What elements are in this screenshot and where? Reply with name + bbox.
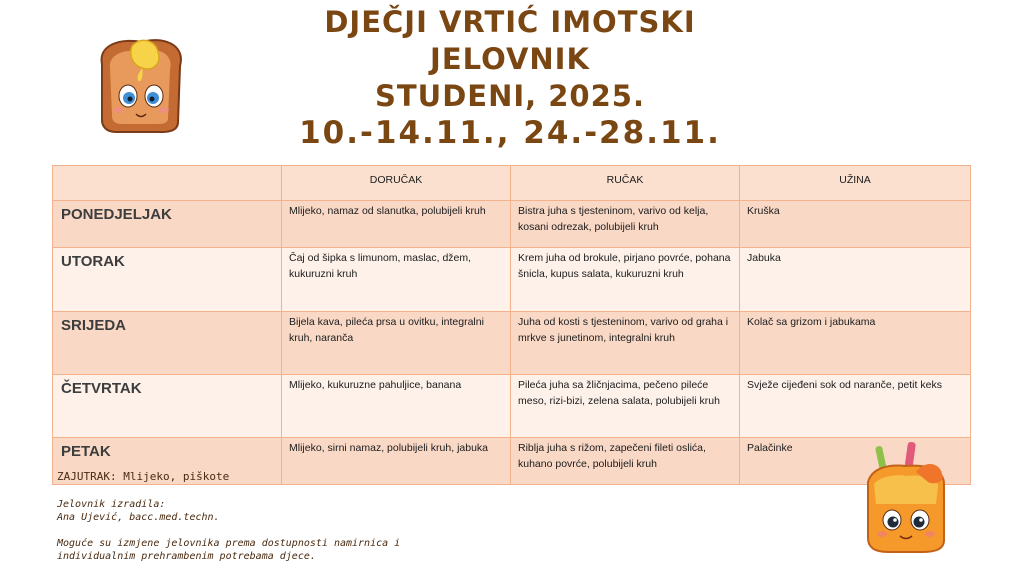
column-header-snack: UŽINA xyxy=(740,166,971,201)
breakfast-cell: Mlijeko, sirni namaz, polubijeli kruh, jabuka xyxy=(282,438,511,485)
menu-table xyxy=(52,165,971,485)
lunch-cell: Juha od kosti s tjesteninom, varivo od graha i mrkve s junetinom, integralni kruh xyxy=(511,312,740,375)
day-cell: PETAK xyxy=(53,438,282,485)
title-month: STUDENI, 2025. xyxy=(374,79,645,113)
day-cell: SRIJEDA xyxy=(53,312,282,375)
table-row xyxy=(53,375,971,438)
title-dates: 10.-14.11., 24.-28.11. xyxy=(299,115,721,151)
column-header-lunch: RUČAK xyxy=(511,166,740,201)
breakfast-cell: Mlijeko, kukuruzne pahuljice, banana xyxy=(282,375,511,438)
lunch-cell: Bistra juha s tjesteninom, varivo od kelja, kosani odrezak, polubijeli kruh xyxy=(511,201,740,248)
author-name: Ana Ujević, bacc.med.techn. xyxy=(57,512,220,523)
disclaimer-line-1: Moguće su izmjene jelovnika prema dostupnosti namirnica i xyxy=(57,538,401,549)
jar-character-icon xyxy=(858,442,954,554)
early-breakfast-note: ZAJUTRAK: Mlijeko, piškote xyxy=(57,470,230,483)
toast-character-icon xyxy=(92,34,190,134)
snack-cell: Svježe cijeđeni sok od naranče, petit keks xyxy=(740,375,971,438)
breakfast-cell: Čaj od šipka s limunom, maslac, džem, kukuruzni kruh xyxy=(282,248,511,312)
column-header-day xyxy=(53,166,282,201)
snack-cell: Palačinke xyxy=(740,438,971,485)
day-cell: PONEDJELJAK xyxy=(53,201,282,248)
breakfast-cell: Mlijeko, namaz od slanutka, polubijeli kruh xyxy=(282,201,511,248)
lunch-cell: Pileća juha sa žličnjacima, pečeno pileće meso, rizi-bizi, zelena salata, polubijeli kruh xyxy=(511,375,740,438)
author-label: Jelovnik izradila: xyxy=(57,499,166,510)
snack-cell: Kolač sa grizom i jabukama xyxy=(740,312,971,375)
disclaimer-line-2: individualnim prehrambenim potrebama djece. xyxy=(57,551,316,562)
title-menu: JELOVNIK xyxy=(430,42,590,76)
column-header-breakfast: DORUČAK xyxy=(282,166,511,201)
table-row xyxy=(53,201,971,248)
breakfast-cell: Bijela kava, pileća prsa u ovitku, integralni kruh, naranča xyxy=(282,312,511,375)
day-cell: ČETVRTAK xyxy=(53,375,282,438)
title-kindergarten: DJEČJI VRTIĆ IMOTSKI xyxy=(324,5,696,39)
snack-cell: Jabuka xyxy=(740,248,971,312)
lunch-cell: Krem juha od brokule, pirjano povrće, pohana šnicla, kupus salata, kukuruzni kruh xyxy=(511,248,740,312)
lunch-cell: Riblja juha s rižom, zapečeni fileti oslića, kuhano povrće, polubijeli kruh xyxy=(511,438,740,485)
footer-notes xyxy=(57,470,457,563)
page-title xyxy=(250,4,770,152)
table-header-row xyxy=(53,166,971,201)
snack-cell: Kruška xyxy=(740,201,971,248)
table-row xyxy=(53,248,971,312)
table-row xyxy=(53,312,971,375)
day-cell: UTORAK xyxy=(53,248,282,312)
